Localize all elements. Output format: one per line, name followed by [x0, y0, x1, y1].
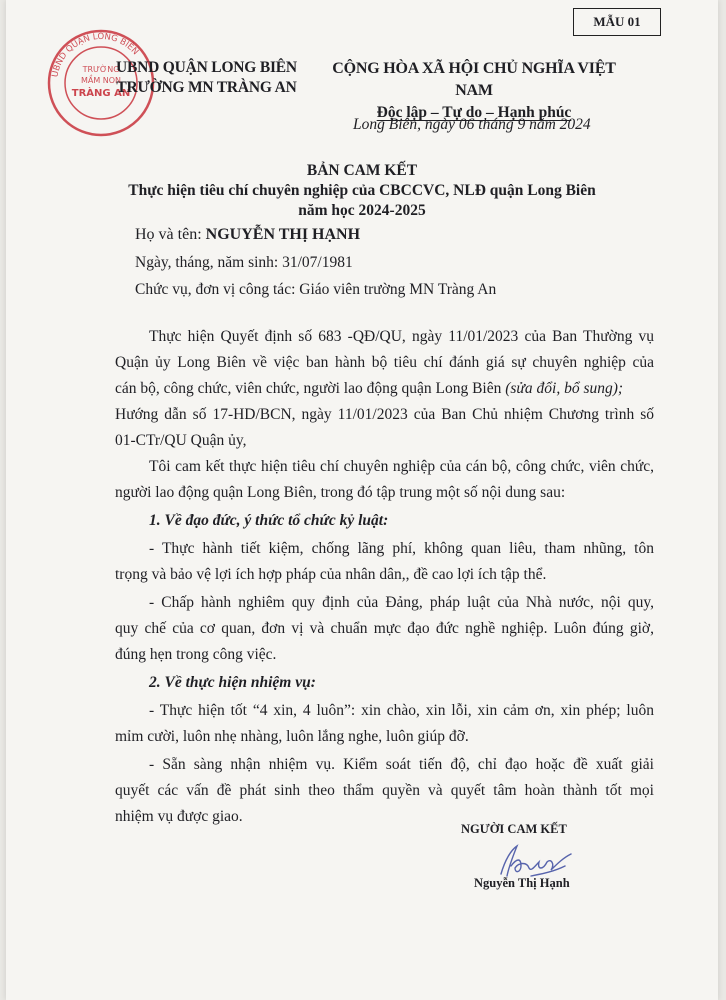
dob-line: Ngày, tháng, năm sinh: 31/07/1981: [135, 254, 353, 271]
section-1-item-2c: đúng hẹn trong công việc.: [115, 646, 277, 663]
p1-line-1: Thực hiện Quyết định số 683 -QĐ/QU, ngày 11/01/2023 của Ban Thường vụ: [149, 328, 654, 345]
p2-line-1: Tôi cam kết thực hiện tiêu chí chuyên nghiệp của cán bộ, công chức, viên chức,: [149, 458, 654, 475]
name-label: Họ và tên:: [135, 226, 206, 243]
nation-title: CỘNG HÒA XÃ HỘI CHỦ NGHĨA VIỆT NAM: [332, 60, 616, 99]
name-value: NGUYỄN THỊ HẠNH: [205, 226, 361, 243]
section-1-item-2b: quy chế của cơ quan, đơn vị và chuẩn mực đạo đức nghề nghiệp. Luôn đúng giờ,: [115, 620, 654, 637]
issuing-organization: [116, 58, 297, 98]
form-code-box: MẪU 01: [573, 8, 661, 36]
position-line: Chức vụ, đơn vị công tác: Giáo viên trường MN Tràng An: [135, 281, 497, 298]
section-2-item-1b: mỉm cười, luôn nhẹ nhàng, luôn lắng nghe, luôn giúp đỡ.: [115, 728, 469, 745]
stamp-line3: TRÀNG AN: [71, 88, 131, 99]
p1-line-4: Hướng dẫn số 17-HD/BCN, ngày 11/01/2023 của Ban Chủ nhiệm Chương trình số: [115, 406, 654, 423]
national-motto: [324, 58, 624, 124]
name-line: [135, 226, 360, 244]
section-2-item-1a: - Thực hiện tốt “4 xin, 4 luôn”: xin chào, xin lỗi, xin cảm ơn, xin phép; luôn: [149, 702, 654, 719]
p1-amendment-note: (sửa đổi, bổ sung);: [505, 380, 624, 397]
org-line-2: TRƯỜNG MN TRÀNG AN: [116, 79, 297, 96]
document-page: [6, 0, 718, 1000]
p1-line-2: Quận ủy Long Biên về việc ban hành bộ tiêu chí đánh giá sự chuyên nghiệp của: [115, 354, 654, 371]
stamp-outer-text: UBND QUẬN LONG BIÊN: [50, 31, 141, 79]
p1-line-3: cán bộ, công chức, viên chức, người lao động quận Long Biên (sửa đổi, bổ sung);: [115, 380, 624, 397]
section-1-heading: 1. Về đạo đức, ý thức tổ chức kỷ luật:: [149, 512, 389, 529]
org-line-1: UBND QUẬN LONG BIÊN: [116, 59, 297, 76]
signer-label: NGƯỜI CAM KẾT: [461, 822, 567, 836]
p1-line-5: 01-CTr/QU Quận ủy,: [115, 432, 247, 449]
p2-line-2: người lao động quận Long Biên, trong đó tập trung một số nội dung sau:: [115, 484, 566, 501]
signer-name: Nguyễn Thị Hạnh: [474, 876, 570, 890]
section-1-item-1b: trọng và bảo vệ lợi ích hợp pháp của nhân dân,, đề cao lợi ích tập thể.: [115, 566, 547, 583]
section-2-item-2a: - Sẵn sàng nhận nhiệm vụ. Kiểm soát tiến độ, chỉ đạo hoặc đề xuất giải: [149, 756, 654, 773]
section-2-item-2c: nhiệm vụ được giao.: [115, 808, 243, 825]
stamp-line2: MẦM NON: [80, 76, 122, 85]
section-2-item-2b: quyết các vấn đề phát sinh theo thẩm quyền và quyết tâm hoàn thành tốt mọi: [115, 782, 654, 799]
section-2-heading: 2. Về thực hiện nhiệm vụ:: [149, 674, 316, 691]
document-school-year: năm học 2024-2025: [298, 202, 426, 219]
nation-motto: Độc lập – Tự do – Hạnh phúc: [376, 104, 572, 121]
document-date: Long Biên, ngày 06 tháng 9 năm 2024: [353, 116, 591, 133]
document-title: BẢN CAM KẾT: [306, 162, 418, 179]
section-1-item-2a: - Chấp hành nghiêm quy định của Đảng, pháp luật của Nhà nước, nội quy,: [149, 594, 654, 611]
section-1-item-1a: - Thực hành tiết kiệm, chống lãng phí, không quan liêu, tham nhũng, tôn: [149, 540, 654, 557]
stamp-line1: TRƯỜNG: [82, 65, 120, 74]
document-subtitle: Thực hiện tiêu chí chuyên nghiệp của CBCCVC, NLĐ quận Long Biên: [128, 182, 596, 199]
